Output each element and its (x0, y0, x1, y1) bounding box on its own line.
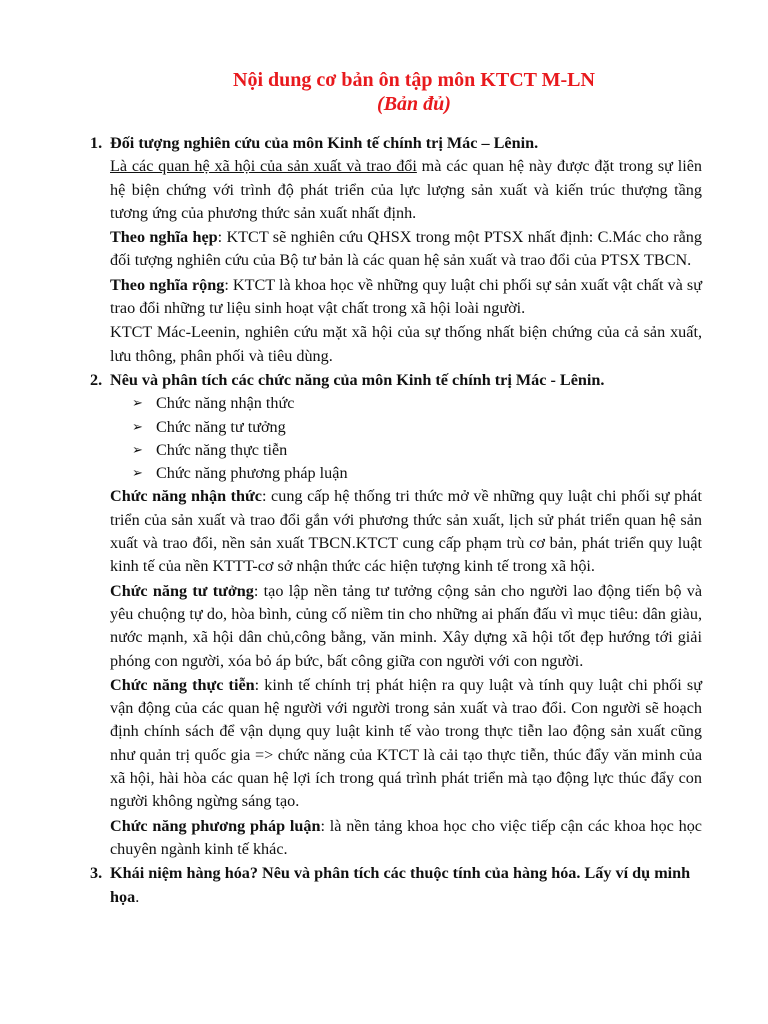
section-3 (90, 862, 702, 909)
function-label: Chức năng tư tưởng (110, 581, 254, 600)
list-item-text: Chức năng phương pháp luận (156, 464, 348, 483)
function-text: : kinh tế chính trị phát hiện ra quy luật và tính quy luật chi phối sự vận động của các quan hệ người với người trong sản xuất và trao đổi. Con người sẽ hoạch định chính sách để vận dụng quy luật kinh tế vào trong thực tiễn lao động sản xuất cũng như quản trị quốc gia => chức năng của KTCT là cải tạo thực tiễn, thúc đẩy văn minh của xã hội, hài hòa các quan hệ lợi ích trong quá trình phát triển mà tạo động lực thúc đẩy con người không ngừng sáng tạo. (110, 675, 702, 811)
broad-sense-text: : KTCT là khoa học về những quy luật chi phối sự sản xuất vật chất và sự trao đổi những tư liệu sinh hoạt vật chất trong xã hội loài người. (110, 275, 702, 318)
narrow-sense-label: Theo nghĩa hẹp (110, 228, 218, 247)
arrow-bullet-icon: ➢ (132, 396, 143, 412)
section-number: 1. (90, 134, 103, 152)
definition-text: mà các quan hệ này được đặt trong sự liên hệ biện chứng với trình độ phát triển của lực lượng sản xuất và kiến trúc thượng tầng tương ứng của phương thức sản xuất nhất định. (110, 157, 702, 222)
section-heading-text: Nêu và phân tích các chức năng của môn Kinh tế chính trị Mác - Lênin. (110, 370, 605, 389)
document-body (90, 132, 702, 909)
section-heading-text-wrap (110, 862, 702, 909)
broad-sense-label: Theo nghĩa rộng (110, 275, 225, 294)
section-body (90, 392, 702, 861)
function-label: Chức năng phương pháp luận (110, 816, 321, 835)
list-item-text: Chức năng tư tưởng (156, 417, 286, 436)
function-bullet-list (110, 392, 702, 485)
paragraph-ideological-function (110, 580, 702, 673)
title-block (0, 68, 768, 116)
function-text: : cung cấp hệ thống tri thức mở về những quy luật chi phối sự phát triển của sản xuất và trao đổi gắn với phương thức sản xuất, lịch sử phát triển quan hệ sản xuất và trao đổi, nền sản xuất TBCN.KTCT cung cấp phạm trù cơ bản, phát triển quy luật kinh tế của nền KTTT-cơ sở nhận thức các hiện tượng kinh tế trong xã hội. (110, 487, 702, 576)
list-item-text: Chức năng thực tiễn (156, 440, 288, 459)
section-1 (90, 132, 702, 368)
narrow-sense-text: : KTCT sẽ nghiên cứu QHSX trong một PTSX nhất định: C.Mác cho rằng đối tượng nghiên cứu của Bộ tư bản là các quan hệ sản xuất và trao đổi của PTSX TBCN. (110, 228, 702, 270)
underlined-definition: Là các quan hệ xã hội của sản xuất và trao đổi (110, 157, 417, 176)
section-heading-tail: . (135, 887, 140, 906)
paragraph-definition (110, 155, 702, 225)
list-item (132, 439, 702, 462)
arrow-bullet-icon: ➢ (132, 466, 143, 482)
function-text: : là nền tảng khoa học cho việc tiếp cận các khoa học học chuyên ngành kinh tế khác. (110, 816, 702, 858)
function-label: Chức năng nhận thức (110, 487, 262, 506)
document-title: Nội dung cơ bản ôn tập môn KTCT M-LN (233, 69, 595, 91)
section-heading (90, 132, 702, 155)
arrow-bullet-icon: ➢ (132, 419, 143, 435)
section-body (90, 155, 702, 368)
section-heading (90, 369, 702, 392)
list-item (132, 416, 702, 439)
document-subtitle: (Bản đủ) (377, 93, 451, 115)
paragraph-cognitive-function (110, 485, 702, 578)
section-number: 2. (90, 370, 103, 389)
list-item (132, 392, 702, 415)
section-number: 3. (90, 864, 103, 883)
paragraph-broad-sense (110, 274, 702, 321)
list-item (132, 462, 702, 485)
function-label: Chức năng thực tiễn (110, 675, 255, 694)
paragraph-methodology-function (110, 815, 702, 862)
function-text: : tạo lập nền tảng tư tưởng cộng sản cho người lao động tiến bộ và yêu chuộng tự do, hòa bình, củng cố niềm tin cho những ai phấn đấu vì mục tiêu: dân giàu, nước mạnh, xã hội dân chủ,công bằng, văn minh. Xây dựng xã hội tốt đẹp hướng tới giải phóng con người, xóa bỏ áp bức, bất công giữa con người với con người. (110, 581, 703, 670)
paragraph-closing: KTCT Mác-Leenin, nghiên cứu mặt xã hội của sự thống nhất biện chứng của cả sản xuất, lưu thông, phân phối và tiêu dùng. (110, 323, 702, 365)
paragraph-narrow-sense (110, 226, 702, 273)
section-heading-text: Đối tượng nghiên cứu của môn Kinh tế chính trị Mác – Lênin. (110, 134, 539, 152)
section-heading-text: Khái niệm hàng hóa? Nêu và phân tích các thuộc tính của hàng hóa. Lấy ví dụ minh họa (110, 864, 691, 906)
section-2 (90, 369, 702, 861)
paragraph-practical-function (110, 674, 702, 814)
arrow-bullet-icon: ➢ (132, 442, 143, 458)
list-item-text: Chức năng nhận thức (156, 394, 295, 413)
section-heading (90, 862, 702, 909)
